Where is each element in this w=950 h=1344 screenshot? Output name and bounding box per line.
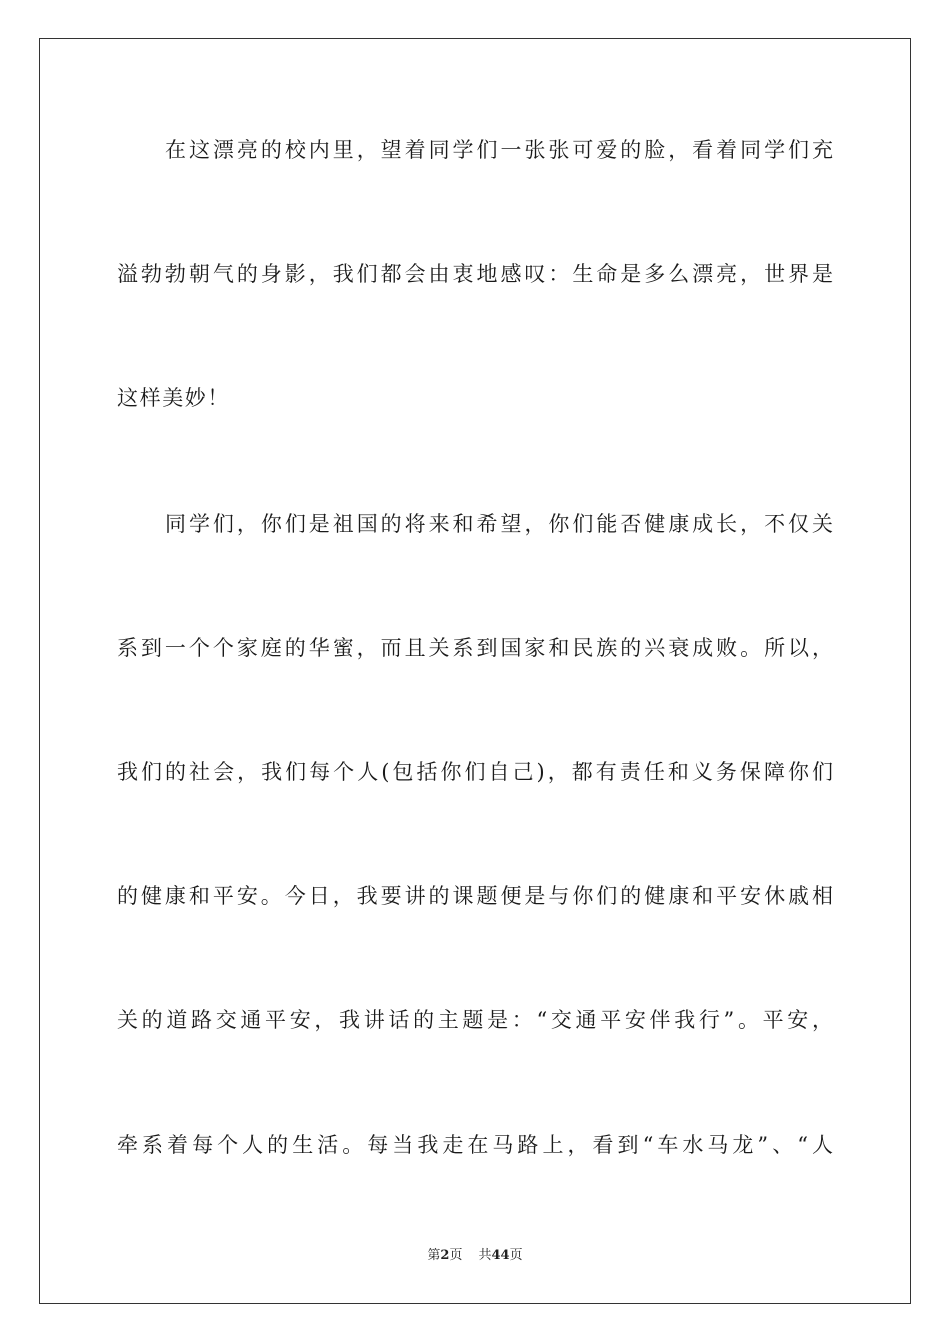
total-pages: 44 <box>491 1248 510 1263</box>
page-footer <box>0 1247 950 1265</box>
paragraph-2-line-5: 关的道路交通平安，我讲话的主题是：“交通平安伴我行”。平安， <box>117 1008 833 1032</box>
page-number: 2 <box>440 1248 450 1263</box>
paragraph-1-line-3: 这样美妙！ <box>117 386 230 410</box>
paragraph-1-line-2: 溢勃勃朝气的身影，我们都会由衷地感叹：生命是多么漂亮，世界是 <box>117 262 833 286</box>
page-suffix: 页 <box>449 1248 463 1263</box>
paragraph-2-line-6: 牵系着每个人的生活。每当我走在马路上，看到“车水马龙”、“人 <box>117 1133 833 1157</box>
page-prefix: 第 <box>427 1248 441 1263</box>
page-border <box>39 38 911 1304</box>
paragraph-2-line-4: 的健康和平安。今日，我要讲的课题便是与你们的健康和平安休戚相 <box>117 884 833 908</box>
total-suffix: 页 <box>509 1248 523 1263</box>
total-prefix: 共 <box>478 1248 492 1263</box>
paragraph-2-line-3: 我们的社会，我们每个人(包括你们自己)，都有责任和义务保障你们 <box>117 760 833 784</box>
paragraph-2-line-2: 系到一个个家庭的华蜜，而且关系到国家和民族的兴衰成败。所以， <box>117 636 833 660</box>
paragraph-2-line-1: 同学们，你们是祖国的将来和希望，你们能否健康成长，不仅关 <box>165 512 833 536</box>
paragraph-1-line-1: 在这漂亮的校内里，望着同学们一张张可爱的脸，看着同学们充 <box>165 138 833 162</box>
